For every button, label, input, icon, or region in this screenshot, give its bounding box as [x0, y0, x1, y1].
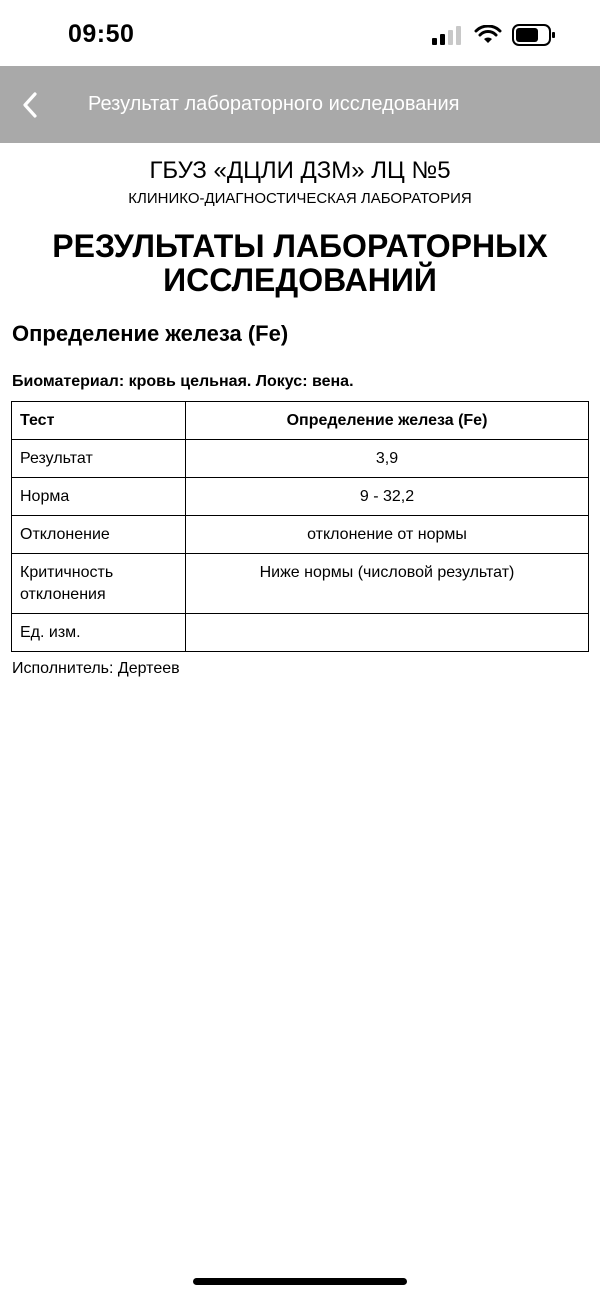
table-row — [12, 554, 589, 614]
biomaterial-info: Биоматериал: кровь цельная. Локус: вена. — [12, 373, 354, 390]
chevron-left-icon — [21, 91, 39, 119]
table-row — [12, 516, 589, 554]
header-label-cell: Тест — [12, 402, 186, 440]
row-label — [12, 554, 186, 614]
home-indicator[interactable] — [193, 1278, 407, 1285]
row-label-line2: отклонения — [20, 585, 106, 603]
test-title: Определение железа (Fe) — [12, 321, 289, 346]
row-value: Ниже нормы (числовой результат) — [186, 554, 589, 614]
row-label-line1: Критичность — [20, 563, 114, 581]
back-button[interactable] — [14, 88, 46, 122]
table-row — [12, 478, 589, 516]
row-value — [186, 614, 589, 652]
row-label: Результат — [12, 440, 186, 478]
row-value: 3,9 — [186, 440, 589, 478]
executor-info: Исполнитель: Дертеев — [12, 660, 180, 677]
row-label: Норма — [12, 478, 186, 516]
row-label: Ед. изм. — [12, 614, 186, 652]
page-title: Результат лабораторного исследования — [88, 93, 460, 115]
status-time: 09:50 — [68, 20, 135, 48]
wifi-icon — [474, 25, 502, 50]
table-row — [12, 614, 589, 652]
table-row — [12, 440, 589, 478]
table-header-row — [12, 402, 589, 440]
report-title-line2: ИССЛЕДОВАНИЙ — [163, 262, 437, 298]
status-icons — [432, 24, 556, 51]
row-value: отклонение от нормы — [186, 516, 589, 554]
battery-icon — [512, 24, 556, 51]
results-table — [11, 401, 589, 652]
header-value-cell: Определение железа (Fe) — [186, 402, 589, 440]
nav-header — [0, 66, 600, 143]
laboratory-name: КЛИНИКО-ДИАГНОСТИЧЕСКАЯ ЛАБОРАТОРИЯ — [128, 190, 472, 207]
organization-name: ГБУЗ «ДЦЛИ ДЗМ» ЛЦ №5 — [149, 157, 451, 184]
signal-icon — [432, 25, 464, 50]
row-label: Отклонение — [12, 516, 186, 554]
report-title — [0, 229, 600, 297]
report-title-line1: РЕЗУЛЬТАТЫ ЛАБОРАТОРНЫХ — [52, 228, 548, 264]
status-bar — [0, 0, 600, 66]
row-value: 9 - 32,2 — [186, 478, 589, 516]
